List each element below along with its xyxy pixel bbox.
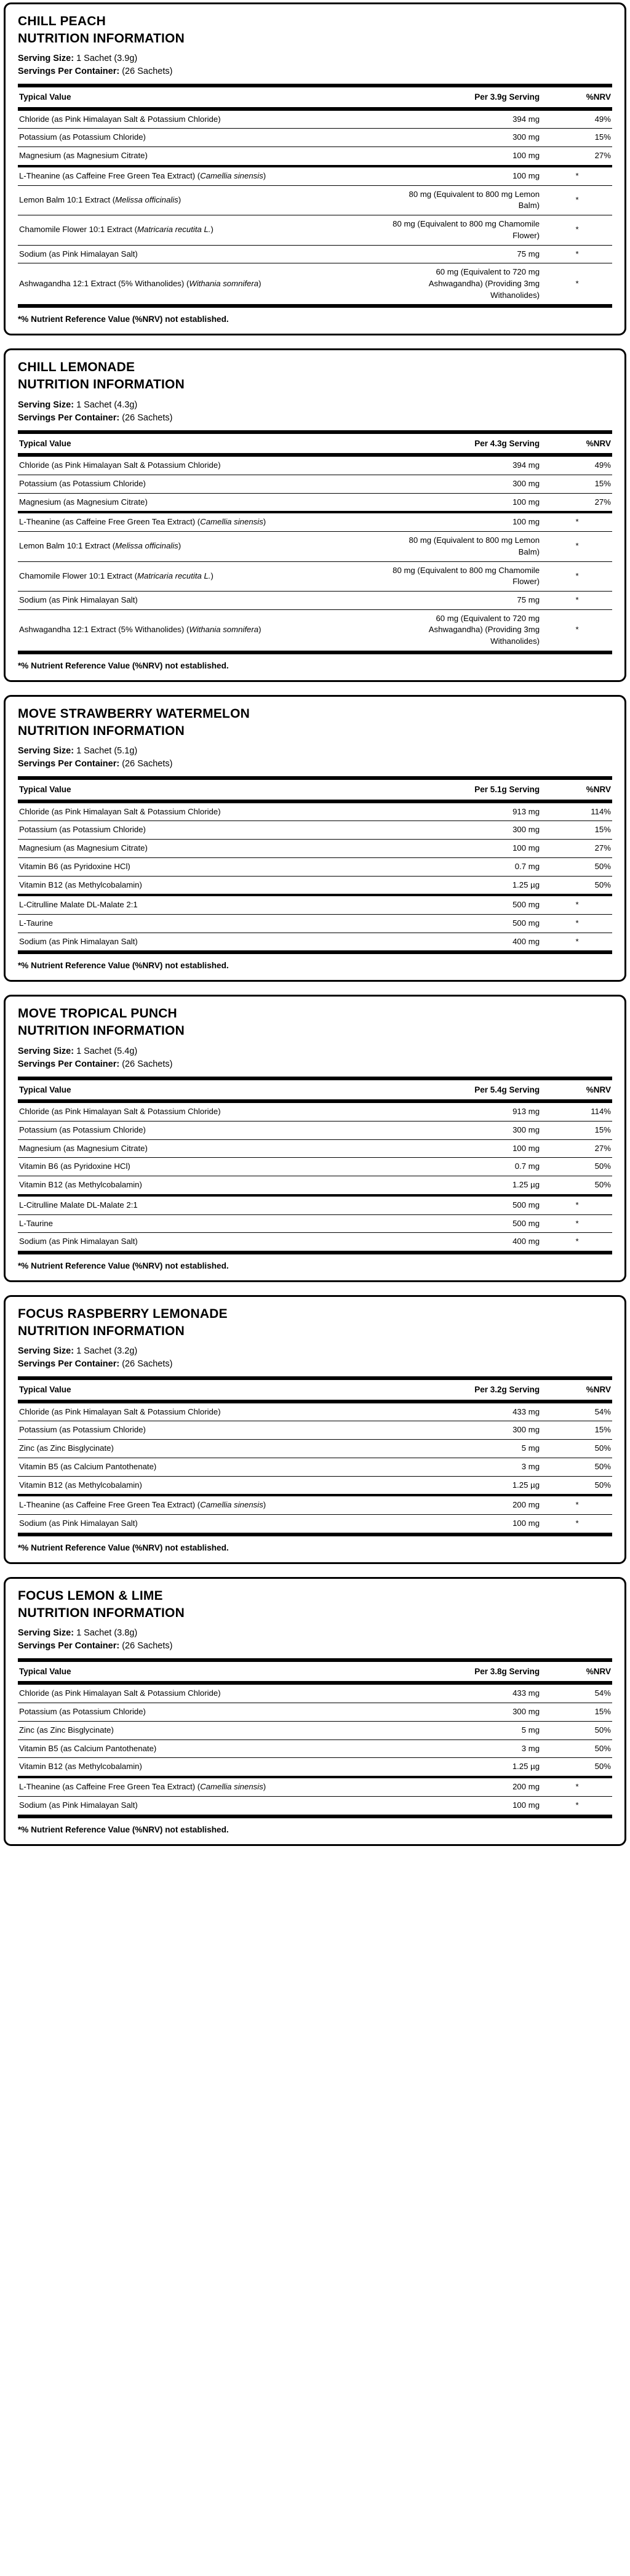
table-row [18,1440,612,1458]
servings-per-container-value: (26 Sachets) [122,1059,173,1069]
nutrient-amount: 60 mg (Equivalent to 720 mg Ashwagandha) (Providing 3mg Withanolides) [389,263,541,307]
nutrient-amount: 0.7 mg [389,1158,541,1176]
nutrient-amount: 400 mg [389,1233,541,1253]
panel-title [18,359,612,393]
nutrient-amount: 100 mg [389,840,541,858]
serving-size-label: Serving Size: [18,1628,74,1639]
servings-per-container-label: Servings Per Container: [18,1359,120,1370]
nutrient-amount: 300 mg [389,129,541,147]
serving-size [18,1045,612,1058]
panel-subtitle: NUTRITION INFORMATION [18,723,185,738]
serving-size [18,52,612,65]
table-row [18,1495,612,1514]
table-row [18,1515,612,1535]
table-row [18,1703,612,1722]
product-name: FOCUS LEMON & LIME [18,1588,163,1603]
nutrient-name: Sodium (as Pink Himalayan Salt) [18,1233,389,1253]
nutrient-nrv: 27% [541,840,612,858]
nutrient-name: Chloride (as Pink Himalayan Salt & Potassium Chloride) [18,109,389,129]
column-header-typical-value: Typical Value [18,1078,389,1101]
nutrient-name: L-Citrulline Malate DL-Malate 2:1 [18,1195,389,1214]
column-header-typical-value: Typical Value [18,432,389,455]
column-header-nrv: %NRV [541,1378,612,1401]
nutrient-amount: 5 mg [389,1721,541,1739]
nutrient-name: Magnesium (as Magnesium Citrate) [18,1139,389,1158]
nutrient-name: Potassium (as Potassium Chloride) [18,821,389,840]
servings-per-container-value: (26 Sachets) [122,1359,173,1370]
column-header-typical-value: Typical Value [18,1378,389,1401]
nutrient-name: Potassium (as Potassium Chloride) [18,1121,389,1139]
nutrition-panel [4,1295,626,1564]
servings-per-container-label: Servings Per Container: [18,759,120,769]
nutrient-nrv: * [541,166,612,185]
nutrient-amount: 913 mg [389,1101,541,1121]
table-header-row [18,86,612,108]
nutrient-amount: 100 mg [389,166,541,185]
table-row [18,1176,612,1195]
nutrient-nrv: * [541,914,612,933]
nutrient-amount: 500 mg [389,1214,541,1233]
nutrition-panel [4,348,626,681]
serving-size-label: Serving Size: [18,1046,74,1056]
table-row [18,895,612,914]
nrv-footnote: *% Nutrient Reference Value (%NRV) not established. [18,315,229,324]
nutrient-nrv: * [541,561,612,591]
nutrient-nrv: 50% [541,1739,612,1758]
nutrient-amount: 1.25 µg [389,1758,541,1777]
nutrient-amount: 100 mg [389,493,541,512]
serving-size [18,1627,612,1640]
latin-name: Withania somnifera [189,278,259,288]
serving-size [18,1345,612,1358]
nrv-footnote: *% Nutrient Reference Value (%NRV) not established. [18,1261,229,1270]
table-row [18,1721,612,1739]
nutrient-amount: 400 mg [389,933,541,952]
nutrient-name: Sodium (as Pink Himalayan Salt) [18,1515,389,1535]
servings-per-container-label: Servings Per Container: [18,66,120,77]
table-header-row [18,1378,612,1401]
column-header-typical-value: Typical Value [18,86,389,108]
latin-name: Matricaria recutita L. [137,225,211,235]
latin-name: Camellia sinensis [200,517,263,527]
serving-size-label: Serving Size: [18,399,74,410]
latin-name: Melissa officinalis [115,195,178,204]
panel-title [18,1306,612,1339]
nutrient-name: L-Taurine [18,1214,389,1233]
nutrient-amount: 1.25 µg [389,876,541,895]
servings-per-container-value: (26 Sachets) [122,66,173,77]
nutrient-amount: 500 mg [389,914,541,933]
table-row [18,561,612,591]
column-header-per-serving: Per 5.1g Serving [389,778,541,801]
nutrient-nrv: * [541,1233,612,1253]
panel-subtitle: NUTRITION INFORMATION [18,1323,185,1338]
table-header-row [18,778,612,801]
table-row [18,1402,612,1421]
nutrient-amount: 100 mg [389,1139,541,1158]
nutrient-nrv: 50% [541,1158,612,1176]
nutrient-nrv: * [541,895,612,914]
nutrient-nrv: * [541,532,612,561]
table-row [18,1758,612,1777]
nutrient-nrv: 15% [541,1421,612,1440]
nutrition-table [18,1376,612,1536]
nutrition-panel [4,1577,626,1846]
nutrient-nrv: 50% [541,857,612,876]
table-row [18,857,612,876]
nutrient-name: Zinc (as Zinc Bisglycinate) [18,1721,389,1739]
panel-title [18,1005,612,1039]
nutrient-amount: 80 mg (Equivalent to 800 mg Lemon Balm) [389,532,541,561]
nutrient-name: Sodium (as Pink Himalayan Salt) [18,933,389,952]
nutrient-amount: 300 mg [389,1703,541,1722]
table-row [18,109,612,129]
serving-size-value: 1 Sachet (3.8g) [76,1628,138,1639]
table-row [18,129,612,147]
serving-size [18,745,612,758]
product-name: CHILL PEACH [18,14,106,28]
table-row [18,933,612,952]
nutrient-nrv: 50% [541,876,612,895]
nutrient-nrv: * [541,1195,612,1214]
nutrient-name: Vitamin B12 (as Methylcobalamin) [18,876,389,895]
latin-name: Melissa officinalis [115,541,178,551]
table-row [18,1777,612,1796]
nutrient-name: Lemon Balm 10:1 Extract (Melissa officinalis) [18,532,389,561]
latin-name: Matricaria recutita L. [137,571,211,580]
nutrient-nrv: * [541,263,612,307]
table-row [18,1195,612,1214]
panel-subtitle: NUTRITION INFORMATION [18,1605,185,1620]
product-name: MOVE TROPICAL PUNCH [18,1006,177,1021]
panel-subtitle: NUTRITION INFORMATION [18,377,185,392]
table-row [18,493,612,512]
nutrient-amount: 300 mg [389,475,541,493]
table-row [18,1683,612,1703]
nutrient-name: L-Theanine (as Caffeine Free Green Tea Extract) (Camellia sinensis) [18,1777,389,1796]
table-row [18,245,612,263]
nutrition-table [18,84,612,308]
nutrient-amount: 80 mg (Equivalent to 800 mg Lemon Balm) [389,185,541,215]
column-header-nrv: %NRV [541,86,612,108]
serving-size-value: 1 Sachet (5.1g) [76,746,138,756]
nutrient-amount: 1.25 µg [389,1476,541,1495]
nutrient-amount: 75 mg [389,591,541,609]
table-row [18,1458,612,1476]
nutrient-name: Magnesium (as Magnesium Citrate) [18,147,389,166]
nutrient-amount: 0.7 mg [389,857,541,876]
table-header-row [18,432,612,455]
table-row [18,215,612,245]
nutrient-amount: 75 mg [389,245,541,263]
nutrient-nrv: 50% [541,1721,612,1739]
nutrient-name: Vitamin B12 (as Methylcobalamin) [18,1758,389,1777]
nutrient-nrv: * [541,1495,612,1514]
nutrient-nrv: * [541,1777,612,1796]
table-row [18,147,612,166]
nutrient-amount: 100 mg [389,147,541,166]
serving-size [18,399,612,412]
servings-per-container [18,65,612,78]
serving-size-value: 1 Sachet (3.2g) [76,1346,138,1357]
nutrient-nrv: * [541,512,612,531]
nutrient-name: Vitamin B12 (as Methylcobalamin) [18,1476,389,1495]
nutrient-nrv: * [541,215,612,245]
nutrient-nrv: 27% [541,493,612,512]
serving-size-label: Serving Size: [18,54,74,64]
nutrient-name: L-Citrulline Malate DL-Malate 2:1 [18,895,389,914]
nutrient-nrv: 49% [541,455,612,475]
latin-name: Camellia sinensis [200,171,263,180]
nutrient-name: Vitamin B5 (as Calcium Pantothenate) [18,1739,389,1758]
nutrient-nrv: * [541,1796,612,1816]
nutrient-amount: 500 mg [389,895,541,914]
nutrient-nrv: 50% [541,1176,612,1195]
table-row [18,801,612,821]
panel-title [18,13,612,47]
nutrient-name: Chamomile Flower 10:1 Extract (Matricaria recutita L.) [18,561,389,591]
nutrient-nrv: * [541,609,612,652]
table-row [18,1421,612,1440]
nutrient-nrv: * [541,591,612,609]
nutrient-name: Potassium (as Potassium Chloride) [18,1421,389,1440]
nutrient-name: Chloride (as Pink Himalayan Salt & Potassium Chloride) [18,1402,389,1421]
nutrition-panel [4,2,626,335]
nutrient-amount: 80 mg (Equivalent to 800 mg Chamomile Flower) [389,215,541,245]
nutrient-amount: 200 mg [389,1777,541,1796]
nutrient-nrv: 15% [541,1121,612,1139]
nutrient-nrv: * [541,185,612,215]
table-row [18,1158,612,1176]
nutrient-name: Potassium (as Potassium Chloride) [18,129,389,147]
table-row [18,876,612,895]
nutrient-name: Zinc (as Zinc Bisglycinate) [18,1440,389,1458]
nutrient-name: Chloride (as Pink Himalayan Salt & Potassium Chloride) [18,1101,389,1121]
nutrient-amount: 394 mg [389,455,541,475]
nutrient-name: Ashwagandha 12:1 Extract (5% Withanolides) (Withania somnifera) [18,609,389,652]
nutrient-amount: 100 mg [389,1515,541,1535]
nutrient-name: L-Taurine [18,914,389,933]
nutrient-amount: 80 mg (Equivalent to 800 mg Chamomile Flower) [389,561,541,591]
table-row [18,166,612,185]
nutrient-nrv: 114% [541,1101,612,1121]
nutrient-amount: 913 mg [389,801,541,821]
table-row [18,263,612,307]
column-header-nrv: %NRV [541,432,612,455]
nutrient-name: Chamomile Flower 10:1 Extract (Matricaria recutita L.) [18,215,389,245]
nutrient-nrv: 27% [541,147,612,166]
table-header-row [18,1078,612,1101]
nutrient-nrv: 50% [541,1476,612,1495]
table-row [18,1476,612,1495]
serving-info [18,1045,612,1071]
column-header-nrv: %NRV [541,778,612,801]
nutrient-nrv: * [541,245,612,263]
panel-subtitle: NUTRITION INFORMATION [18,31,185,46]
nutrient-nrv: * [541,933,612,952]
servings-per-container-label: Servings Per Container: [18,1059,120,1069]
table-row [18,455,612,475]
nutrient-name: Chloride (as Pink Himalayan Salt & Potassium Chloride) [18,801,389,821]
nutrient-name: Potassium (as Potassium Chloride) [18,1703,389,1722]
servings-per-container [18,1640,612,1653]
nutrient-nrv: 50% [541,1758,612,1777]
nutrient-amount: 100 mg [389,1796,541,1816]
table-row [18,532,612,561]
table-row [18,1121,612,1139]
nutrient-amount: 3 mg [389,1458,541,1476]
table-row [18,512,612,531]
nutrient-amount: 3 mg [389,1739,541,1758]
nutrient-nrv: 15% [541,129,612,147]
nutrient-nrv: 15% [541,475,612,493]
nutrient-nrv: 15% [541,821,612,840]
nutrient-nrv: 50% [541,1458,612,1476]
nutrient-name: Sodium (as Pink Himalayan Salt) [18,591,389,609]
nutrient-name: Sodium (as Pink Himalayan Salt) [18,1796,389,1816]
nutrient-amount: 394 mg [389,109,541,129]
nutrient-nrv: * [541,1214,612,1233]
servings-per-container-value: (26 Sachets) [122,759,173,769]
nutrition-table [18,1658,612,1818]
nrv-footnote: *% Nutrient Reference Value (%NRV) not established. [18,961,229,971]
nutrient-amount: 1.25 µg [389,1176,541,1195]
table-row [18,475,612,493]
table-row [18,185,612,215]
product-name: MOVE STRAWBERRY WATERMELON [18,706,250,721]
table-row [18,1101,612,1121]
nutrient-name: Magnesium (as Magnesium Citrate) [18,493,389,512]
latin-name: Camellia sinensis [200,1500,263,1510]
table-row [18,914,612,933]
nutrient-nrv: 49% [541,109,612,129]
latin-name: Withania somnifera [189,625,259,635]
table-row [18,1796,612,1816]
nutrient-name: L-Theanine (as Caffeine Free Green Tea Extract) (Camellia sinensis) [18,1495,389,1514]
nutrient-amount: 5 mg [389,1440,541,1458]
nutrient-name: Lemon Balm 10:1 Extract (Melissa officinalis) [18,185,389,215]
panel-title [18,1587,612,1621]
serving-size-value: 1 Sachet (5.4g) [76,1046,138,1056]
panel-title [18,705,612,739]
latin-name: Camellia sinensis [200,1782,263,1792]
nutrient-name: L-Theanine (as Caffeine Free Green Tea Extract) (Camellia sinensis) [18,512,389,531]
servings-per-container-label: Servings Per Container: [18,412,120,423]
serving-info [18,399,612,425]
nrv-footnote: *% Nutrient Reference Value (%NRV) not established. [18,1543,229,1552]
nutrient-name: Sodium (as Pink Himalayan Salt) [18,245,389,263]
serving-info [18,1345,612,1371]
nrv-footnote: *% Nutrient Reference Value (%NRV) not established. [18,1824,229,1834]
column-header-nrv: %NRV [541,1078,612,1101]
serving-info [18,1627,612,1653]
nutrient-amount: 433 mg [389,1402,541,1421]
column-header-per-serving: Per 5.4g Serving [389,1078,541,1101]
product-name: FOCUS RASPBERRY LEMONADE [18,1307,228,1321]
serving-size-value: 1 Sachet (4.3g) [76,399,138,410]
serving-size-value: 1 Sachet (3.9g) [76,54,138,64]
column-header-per-serving: Per 3.8g Serving [389,1660,541,1683]
nutrient-nrv: 15% [541,1703,612,1722]
nutrition-panel [4,695,626,982]
table-row [18,1233,612,1253]
nutrient-name: Chloride (as Pink Himalayan Salt & Potassium Chloride) [18,455,389,475]
table-row [18,1139,612,1158]
nutrient-name: L-Theanine (as Caffeine Free Green Tea Extract) (Camellia sinensis) [18,166,389,185]
nutrient-name: Ashwagandha 12:1 Extract (5% Withanolides) (Withania somnifera) [18,263,389,307]
nutrient-name: Chloride (as Pink Himalayan Salt & Potassium Chloride) [18,1683,389,1703]
table-row [18,591,612,609]
nutrient-nrv: * [541,1515,612,1535]
nutrient-name: Magnesium (as Magnesium Citrate) [18,840,389,858]
nutrition-table [18,1077,612,1254]
column-header-per-serving: Per 4.3g Serving [389,432,541,455]
serving-size-label: Serving Size: [18,746,74,756]
nutrient-nrv: 54% [541,1402,612,1421]
servings-per-container [18,758,612,771]
serving-info [18,745,612,771]
table-row [18,1739,612,1758]
column-header-typical-value: Typical Value [18,1660,389,1683]
nutrient-amount: 500 mg [389,1195,541,1214]
nutrient-amount: 200 mg [389,1495,541,1514]
nutrient-name: Vitamin B5 (as Calcium Pantothenate) [18,1458,389,1476]
nutrition-table [18,430,612,654]
nutrient-name: Vitamin B6 (as Pyridoxine HCl) [18,857,389,876]
panel-subtitle: NUTRITION INFORMATION [18,1024,185,1038]
table-header-row [18,1660,612,1683]
serving-info [18,52,612,78]
nrv-footnote: *% Nutrient Reference Value (%NRV) not established. [18,660,229,670]
nutrient-name: Vitamin B6 (as Pyridoxine HCl) [18,1158,389,1176]
table-row [18,821,612,840]
servings-per-container [18,1358,612,1371]
nutrient-amount: 300 mg [389,821,541,840]
servings-per-container-label: Servings Per Container: [18,1641,120,1651]
nutrient-amount: 300 mg [389,1121,541,1139]
nutrient-amount: 300 mg [389,1421,541,1440]
product-name: CHILL LEMONADE [18,360,135,375]
servings-per-container-value: (26 Sachets) [122,412,173,423]
serving-size-label: Serving Size: [18,1346,74,1357]
servings-per-container [18,412,612,425]
column-header-per-serving: Per 3.2g Serving [389,1378,541,1401]
column-header-nrv: %NRV [541,1660,612,1683]
nutrient-name: Vitamin B12 (as Methylcobalamin) [18,1176,389,1195]
servings-per-container-value: (26 Sachets) [122,1641,173,1651]
nutrient-nrv: 54% [541,1683,612,1703]
nutrient-name: Potassium (as Potassium Chloride) [18,475,389,493]
servings-per-container [18,1058,612,1071]
nutrient-amount: 100 mg [389,512,541,531]
nutrient-amount: 433 mg [389,1683,541,1703]
nutrient-nrv: 50% [541,1440,612,1458]
table-row [18,609,612,652]
column-header-typical-value: Typical Value [18,778,389,801]
column-header-per-serving: Per 3.9g Serving [389,86,541,108]
nutrition-table [18,776,612,954]
table-row [18,840,612,858]
nutrition-panel [4,995,626,1282]
nutrient-nrv: 27% [541,1139,612,1158]
nutrient-nrv: 114% [541,801,612,821]
nutrient-amount: 60 mg (Equivalent to 720 mg Ashwagandha) (Providing 3mg Withanolides) [389,609,541,652]
table-row [18,1214,612,1233]
